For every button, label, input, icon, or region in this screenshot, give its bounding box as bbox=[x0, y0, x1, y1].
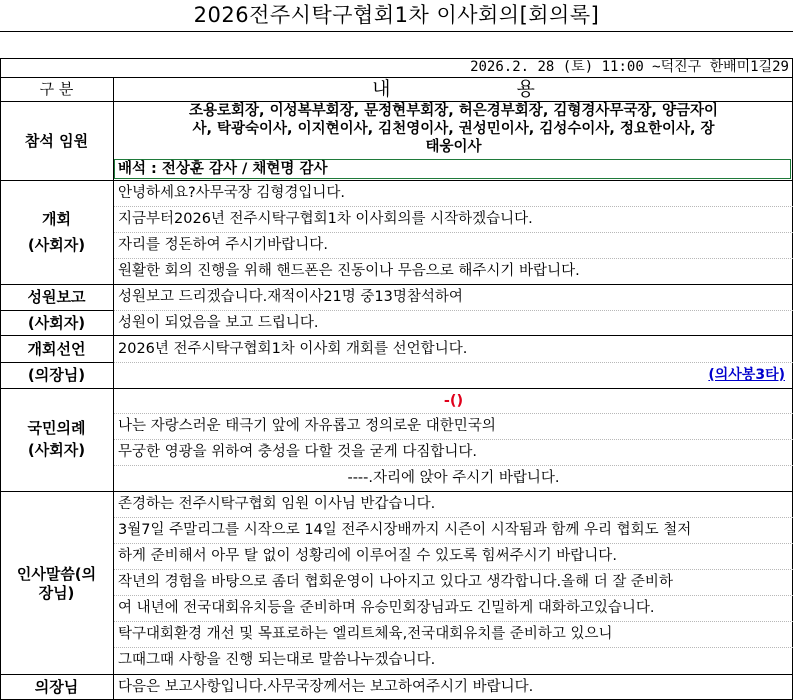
greeting-line: 3월7일 주말리그를 시작으로 14일 전주시장배까지 시즌이 시작됨과 함께 우리 협회도 철저 bbox=[118, 522, 692, 538]
quorum-label-role: (사회자) bbox=[27, 314, 86, 332]
greeting-line: 작년의 경험을 바탕으로 좀더 협회운영이 나아지고 있다고 생각합니다.올해 더 잘 준비하 bbox=[118, 574, 673, 590]
header-content: 내 용 bbox=[372, 78, 595, 100]
row-guide bbox=[114, 362, 793, 363]
opening-line: 지금부터2026년 전주시탁구협회1차 이사회의를 시작하겠습니다. bbox=[118, 211, 533, 227]
opening-line: 원활한 회의 진행을 위해 핸드폰은 진동이나 무음으로 해주시기 바랍니다. bbox=[118, 263, 580, 279]
meeting-date-place: 2026.2. 28 (토) 11:00 ~덕진구 한배미1길29 bbox=[470, 59, 789, 75]
quorum-line: 성원이 되었음을 보고 드립니다. bbox=[118, 315, 319, 331]
chair-line: 다음은 보고사항입니다.사무국장께서는 보고하여주시기 바랍니다. bbox=[118, 679, 534, 695]
header-category: 구 분 bbox=[39, 80, 74, 98]
quorum-line: 성원보고 드리겠습니다.재적이사21명 중13명참석하여 bbox=[118, 289, 463, 305]
greeting-line: 그때그때 사항을 진행 되는대로 말씀나누겠습니다. bbox=[118, 652, 436, 668]
opening-line: 자리를 정돈하여 주시기바랍니다. bbox=[118, 237, 328, 253]
attendees-line: 태웅이사 bbox=[425, 139, 482, 155]
auditors-text: 배석 : 전상훈 감사 / 채현명 감사 bbox=[118, 161, 328, 177]
page-title: 2026전주시탁구협회1차 이사회의[회의록] bbox=[193, 3, 600, 27]
ritual-mark: -() bbox=[443, 393, 464, 409]
attendees-line: 사, 탁광숙이사, 이지현이사, 김천영이사, 권성민이사, 김성수이사, 정요한이사, 장 bbox=[192, 121, 715, 137]
greeting-line: 하게 준비해서 아무 탈 없이 성황리에 이루어질 수 있도록 힘써주시기 바랍니다. bbox=[118, 548, 617, 564]
ritual-label: 국민의례 bbox=[27, 419, 86, 437]
greeting-line: 여 내년에 전국대회유치등을 준비하며 유승민회장님과도 긴밀하게 대화하고있습니다. bbox=[118, 600, 655, 616]
ritual-line: 무궁한 영광을 위하여 충성을 다할 것을 굳게 다짐합니다. bbox=[118, 444, 478, 460]
attendees-line: 조용로회장, 이성복부회장, 문정현부회장, 허은경부회장, 김형경사무국장, 양금자이 bbox=[188, 103, 719, 119]
gavel-note-link[interactable]: (의사봉3타) bbox=[708, 367, 785, 383]
greeting-label: 인사말씀(의 bbox=[16, 565, 97, 583]
ritual-line: 나는 자랑스러운 태극기 앞에 자유롭고 정의로운 대한민국의 bbox=[118, 418, 496, 434]
quorum-label: 성원보고 bbox=[27, 288, 86, 306]
ritual-line: ----.자리에 앉아 주시기 바랍니다. bbox=[347, 470, 560, 486]
greeting-label-cont: 장님) bbox=[38, 584, 75, 602]
attendees-label: 참석 임원 bbox=[24, 132, 89, 150]
chair-label: 의장님 bbox=[34, 678, 79, 696]
opening-label-role: (사회자) bbox=[27, 236, 86, 254]
declaration-line: 2026년 전주시탁구협회1차 이사회 개회를 선언합니다. bbox=[118, 341, 468, 357]
greeting-line: 탁구대회환경 개선 및 목표로하는 엘리트체육,전국대회유치를 준비하고 있으니 bbox=[118, 626, 613, 642]
declaration-label-role: (의장님) bbox=[27, 366, 86, 384]
opening-line: 안녕하세요?사무국장 김형경입니다. bbox=[118, 185, 346, 201]
opening-label: 개회 bbox=[42, 210, 71, 228]
attendees-list bbox=[114, 102, 793, 156]
ritual-label-role: (사회자) bbox=[27, 441, 86, 459]
greeting-line: 존경하는 전주시탁구협회 임원 이사님 반갑습니다. bbox=[118, 496, 436, 512]
declaration-label: 개회선언 bbox=[27, 340, 86, 358]
divider bbox=[0, 31, 793, 32]
